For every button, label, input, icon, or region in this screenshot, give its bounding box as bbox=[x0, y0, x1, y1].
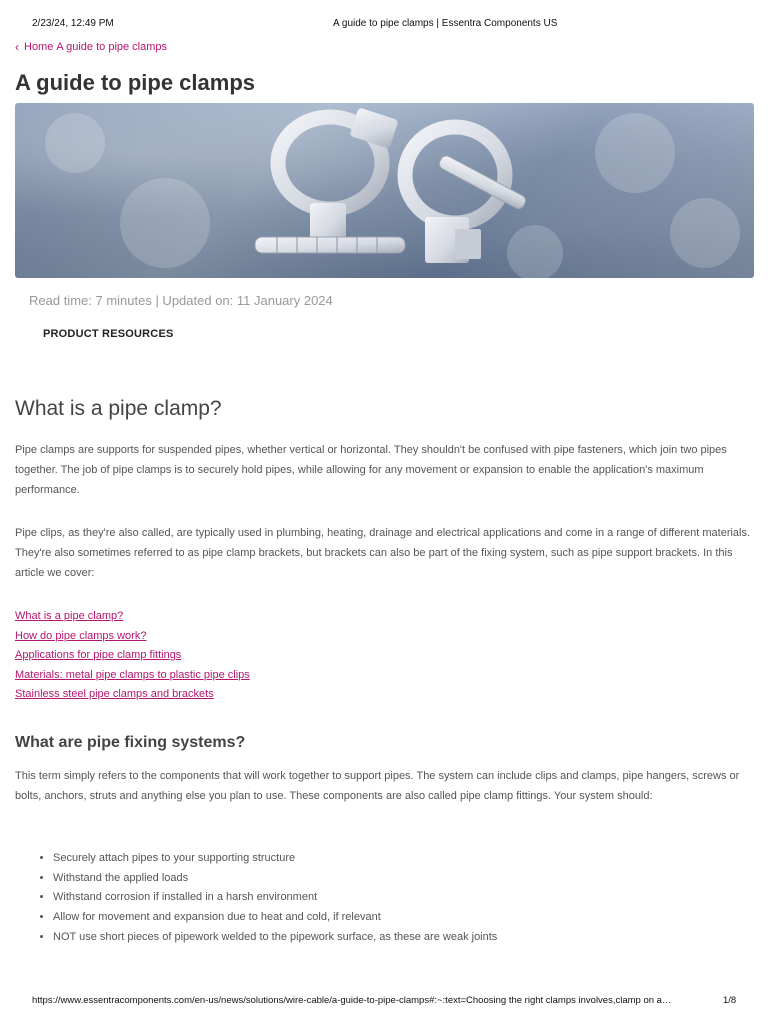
section-heading-fixing-systems: What are pipe fixing systems? bbox=[15, 734, 246, 751]
breadcrumb-home-link[interactable]: Home bbox=[24, 41, 54, 53]
toc-item bbox=[15, 627, 250, 647]
page-title: A guide to pipe clamps bbox=[15, 70, 255, 95]
paragraph: This term simply refers to the components that will work together to support pipes. The system can include clips and clamps, pipe hangers, screws or bolts, anchors, struts and anything else you plan to use. These components are also called pipe clamp fittings. Your system should: bbox=[15, 770, 740, 802]
bullet-list bbox=[15, 849, 497, 948]
toc-item bbox=[15, 666, 250, 686]
paragraph: Pipe clamps are supports for suspended pipes, whether vertical or horizontal. They shouldn't be confused with pipe fasteners, which join two pipes together. The job of pipe clamps is to securely hold pipes, while allowing for any movement or expansion to enable the application's maximum performance. bbox=[15, 444, 727, 496]
toc-link[interactable]: Applications for pipe clamp fittings bbox=[15, 649, 182, 661]
toc-item bbox=[15, 607, 250, 627]
breadcrumb-current: A guide to pipe clamps bbox=[56, 41, 168, 53]
list-item: • Withstand corrosion if installed in a harsh environment bbox=[53, 888, 497, 908]
page-number: 1/8 bbox=[723, 995, 737, 1006]
toc-link[interactable]: How do pipe clamps work? bbox=[15, 629, 147, 642]
print-url: https://www.essentracomponents.com/en-us/news/solutions/wire-cable/a-guide-to-pipe-clamps#:~:text=Choosing the right clamps involves,clamp on a… bbox=[32, 995, 672, 1006]
toc-link[interactable]: Stainless steel pipe clamps and brackets bbox=[15, 688, 214, 700]
pipe-clamps-illustration bbox=[15, 103, 754, 278]
list-item: • Allow for movement and expansion due to heat and cold, if relevant bbox=[53, 908, 497, 928]
list-item: • Withstand the applied loads bbox=[53, 869, 497, 889]
print-datetime: 2/23/24, 12:49 PM bbox=[32, 18, 114, 29]
article-meta: Read time: 7 minutes | Updated on: 11 January 2024 bbox=[29, 293, 333, 308]
paragraph: Pipe clips, as they're also called, are typically used in plumbing, heating, drainage and electrical applications and come in a range of different materials. They're also sometimes referred to as pipe clamp brackets, but brackets can also be part of the fixing system, such as pipe support brackets. In this article we cover: bbox=[15, 527, 751, 579]
list-item: • NOT use short pieces of pipework welded to the pipework surface, as these are weak joints bbox=[53, 928, 497, 948]
chevron-left-icon: ‹ bbox=[15, 39, 19, 54]
category-label: PRODUCT RESOURCES bbox=[43, 328, 174, 340]
print-page-title: A guide to pipe clamps | Essentra Components US bbox=[333, 18, 558, 29]
toc-link[interactable]: Materials: metal pipe clamps to plastic pipe clips bbox=[15, 668, 250, 681]
toc-item bbox=[15, 685, 250, 705]
list-item: • Securely attach pipes to your supporting structure bbox=[53, 849, 497, 869]
hero-image bbox=[15, 103, 754, 278]
section-heading-what-is: What is a pipe clamp? bbox=[15, 397, 222, 420]
breadcrumb bbox=[15, 41, 167, 53]
table-of-contents bbox=[15, 607, 250, 705]
toc-item bbox=[15, 646, 250, 666]
toc-link[interactable]: What is a pipe clamp? bbox=[15, 610, 124, 622]
print-header bbox=[0, 18, 768, 32]
